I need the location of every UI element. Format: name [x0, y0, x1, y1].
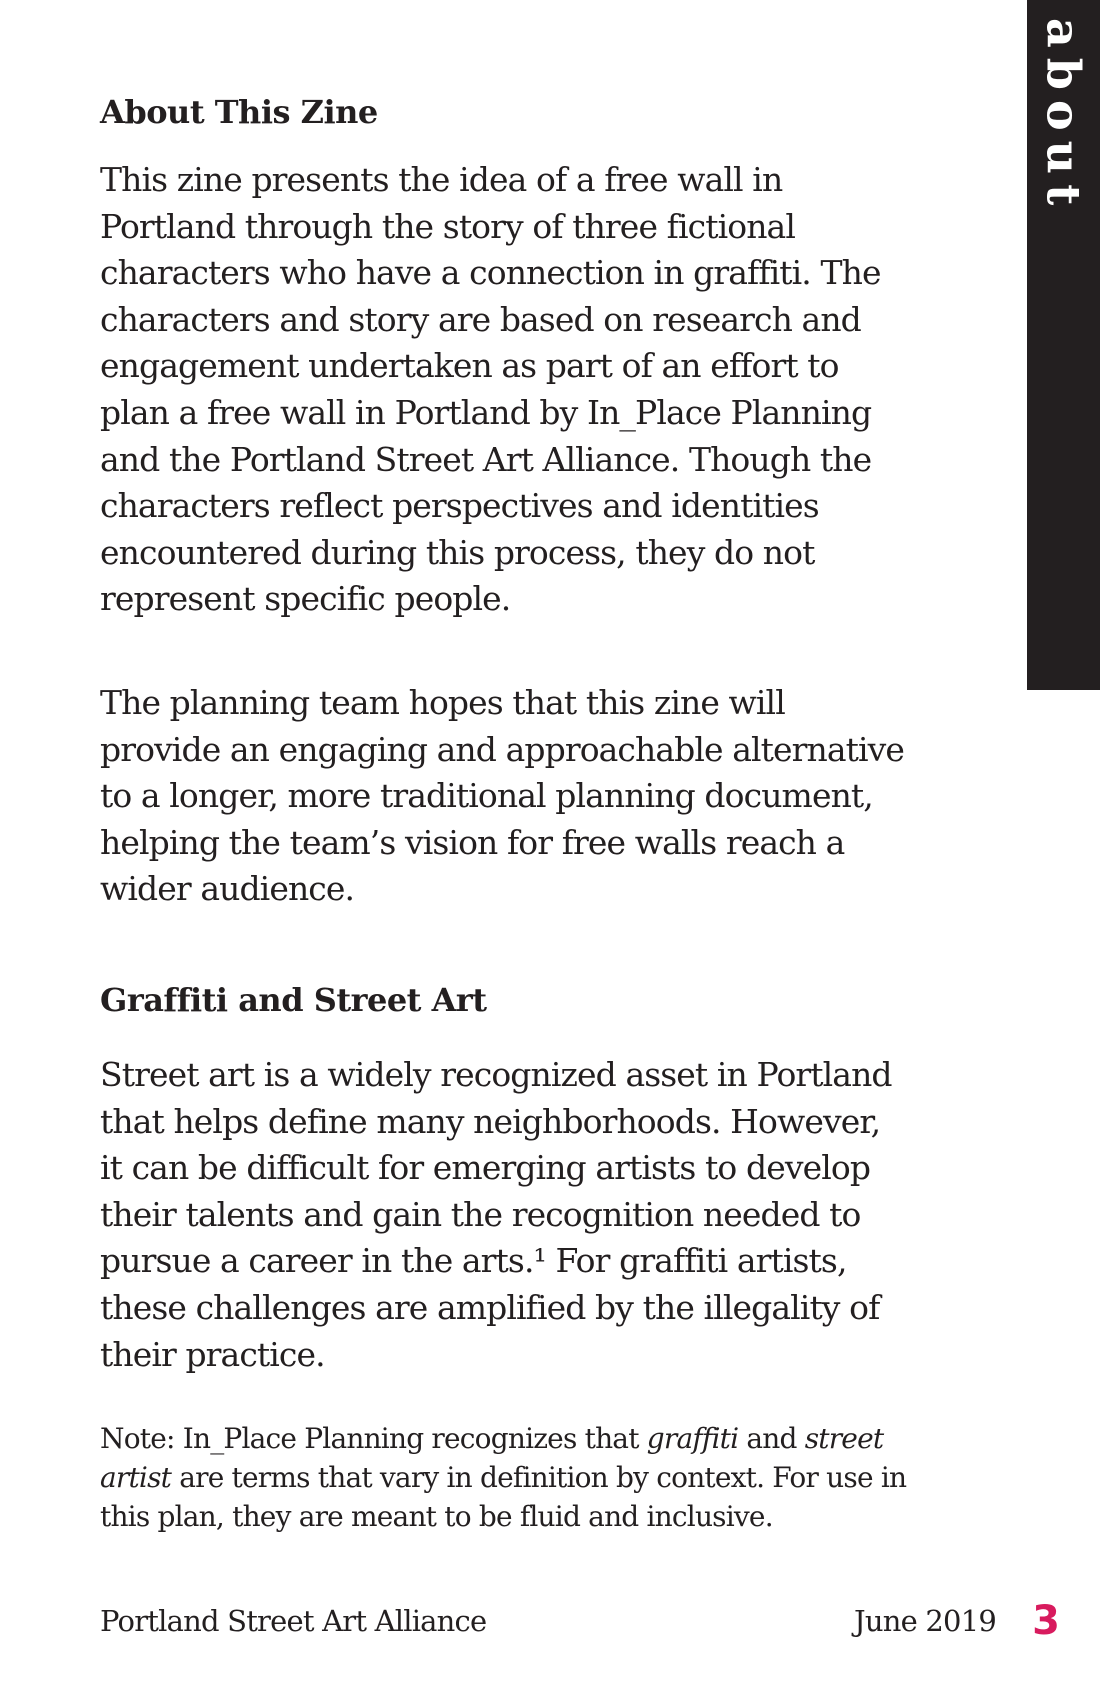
terminology-note — [100, 1419, 1020, 1536]
text-line: these challenges are amplified by the illegality of — [100, 1287, 880, 1327]
text-line: their practice. — [100, 1334, 325, 1374]
page-footer — [100, 1598, 1060, 1650]
note-text: Note: In_Place Planning recognizes that — [100, 1422, 647, 1455]
page-number: 3 — [1032, 1598, 1060, 1644]
note-text: and — [738, 1422, 805, 1455]
footer-organization: Portland Street Art Alliance — [100, 1604, 487, 1638]
about-heading: About This Zine — [100, 93, 378, 131]
note-line — [100, 1419, 1020, 1458]
text-line: characters reflect perspectives and identities — [100, 486, 819, 526]
text-line: provide an engaging and approachable alternative — [100, 729, 905, 769]
graffiti-heading: Graffiti and Street Art — [100, 981, 487, 1019]
text-line: This zine presents the idea of a free wall in — [100, 160, 783, 199]
graffiti-paragraph-1 — [100, 1052, 1020, 1378]
text-line: represent specific people. — [100, 579, 511, 619]
note-text: are terms that vary in definition by context. For use in — [171, 1461, 907, 1494]
section-tab-label: about — [1036, 18, 1091, 216]
text-line: characters and story are based on research and — [100, 299, 861, 339]
text-line: plan a free wall in Portland by In_Place Planning — [100, 392, 872, 432]
text-line: helping the team’s vision for free walls reach a — [100, 822, 845, 862]
text-line: their talents and gain the recognition needed to — [100, 1194, 861, 1234]
note-term-street: street — [804, 1422, 884, 1455]
footer-date: June 2019 — [854, 1604, 996, 1638]
text-line: Portland through the story of three fictional — [100, 206, 795, 246]
text-line: to a longer, more traditional planning document, — [100, 776, 873, 816]
note-term-graffiti: graffiti — [646, 1422, 739, 1455]
text-line: encountered during this process, they do not — [100, 532, 815, 572]
text-line: that helps define many neighborhoods. However, — [100, 1101, 881, 1141]
about-paragraph-2 — [100, 680, 1020, 913]
text-line: pursue a career in the arts.¹ For graffiti artists, — [100, 1241, 847, 1281]
text-line: characters who have a connection in graffiti. The — [100, 253, 881, 293]
note-line — [100, 1458, 1020, 1497]
about-paragraph-1 — [100, 157, 1020, 623]
note-term-artist: artist — [100, 1461, 172, 1494]
text-line: engagement undertaken as part of an effort to — [100, 346, 839, 386]
text-line: and the Portland Street Art Alliance. Though the — [100, 439, 872, 479]
text-line: it can be difficult for emerging artists to develop — [100, 1148, 871, 1188]
text-line: The planning team hopes that this zine will — [100, 683, 785, 722]
section-side-tab — [1027, 0, 1100, 690]
note-line: this plan, they are meant to be fluid and inclusive. — [100, 1500, 773, 1533]
text-line: wider audience. — [100, 869, 355, 909]
text-line: Street art is a widely recognized asset in Portland — [100, 1055, 892, 1094]
